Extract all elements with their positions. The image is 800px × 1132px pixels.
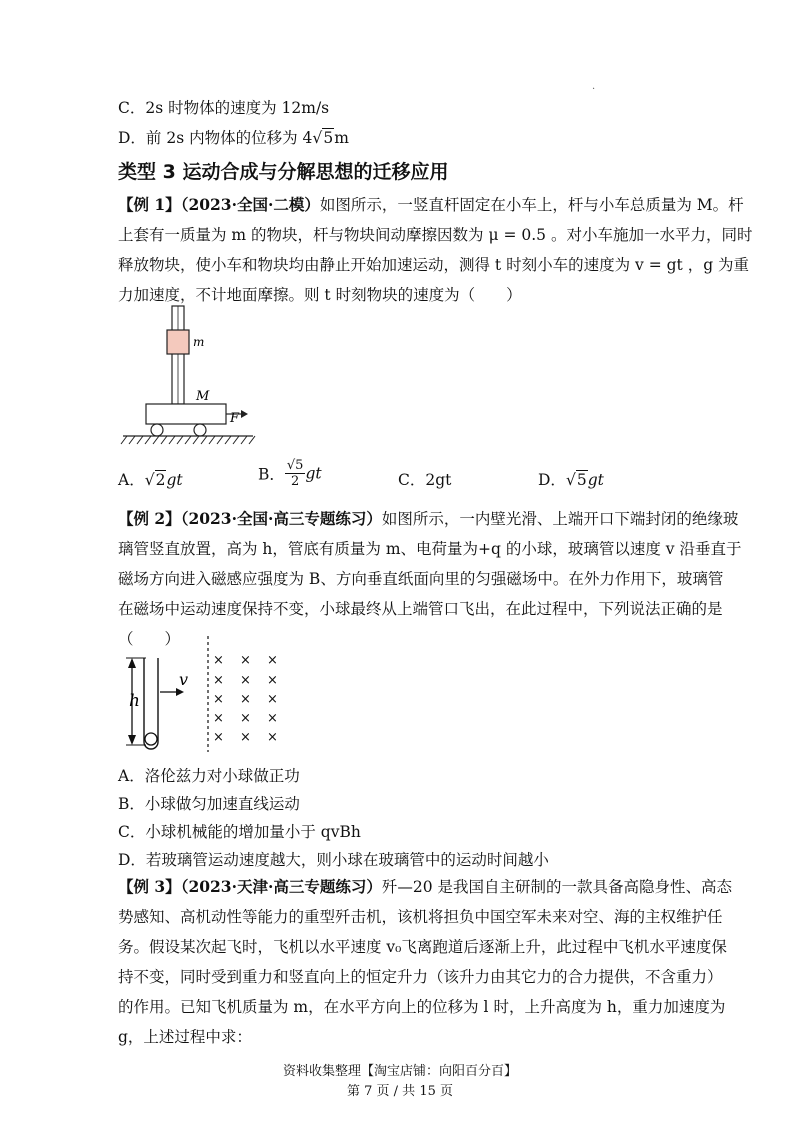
- field-cross: ×: [240, 673, 251, 688]
- example2-tag: 【例 2】: [118, 509, 181, 528]
- cart-pole-figure: [115, 300, 275, 448]
- cart-wheel-left: [151, 424, 163, 436]
- example2-option-b[interactable]: B．小球做匀加速直线运动: [118, 795, 300, 813]
- example2-option-a[interactable]: A．洛伦兹力对小球做正功: [118, 767, 300, 785]
- prev-option-d: [118, 128, 349, 148]
- field-cross: ×: [213, 653, 224, 668]
- prev-option-d-coef: 4: [302, 129, 313, 147]
- example3-source: （2023·天津·高三专题练习）: [180, 877, 382, 896]
- prev-option-c: C．2s 时物体的速度为 12m/s: [118, 99, 330, 117]
- example3-text1: 歼—20 是我国自主研制的一款具备高隐身性、高态: [381, 878, 733, 896]
- field-cross: ×: [240, 730, 251, 745]
- field-cross: ×: [240, 692, 251, 707]
- field-cross: ×: [267, 653, 278, 668]
- footer-page-number: 第 7 页 / 共 15 页: [347, 1084, 453, 1099]
- option-a-radicand: 2: [155, 471, 166, 489]
- option-d-radicand: 5: [576, 471, 587, 489]
- prev-option-d-prefix: D．前 2s 内物体的位移为: [118, 129, 298, 147]
- corner-dot: ·: [592, 84, 596, 95]
- example1-tag: 【例 1】: [118, 195, 181, 214]
- field-cross: ×: [213, 730, 224, 745]
- sqrt-symbol: √: [144, 471, 155, 489]
- field-cross: ×: [267, 730, 278, 745]
- example1-line4: 力加速度，不计地面摩擦。则 t 时刻物块的速度为（ ）: [118, 286, 522, 304]
- option-d-tail: gt: [587, 471, 604, 489]
- example2-line4: 在磁场中运动速度保持不变，小球最终从上端管口飞出，在此过程中，下列说法正确的是: [118, 600, 723, 618]
- field-cross: ×: [267, 692, 278, 707]
- option-a-label: A．: [118, 471, 145, 489]
- cart-body: [146, 404, 226, 424]
- option-b-fraction: [285, 458, 306, 489]
- option-b-numerator: √5: [286, 458, 304, 473]
- option-c-label: C．: [398, 471, 426, 489]
- option-c-text: 2gt: [425, 471, 452, 489]
- example1-line3: 释放物块，使小车和物块均由静止开始加速运动，测得 t 时刻小车的速度为 v = gt ，g 为重: [118, 256, 750, 274]
- example2-line2: 璃管竖直放置，高为 h，管底有质量为 m、电荷量为+q 的小球，玻璃管以速度 v 沿垂直于: [118, 540, 742, 558]
- example1-option-d[interactable]: [538, 468, 604, 490]
- sqrt-symbol: √: [312, 129, 323, 147]
- block-m: [167, 330, 189, 354]
- example2-line1: [118, 504, 739, 534]
- tube-field-figure: [118, 630, 298, 755]
- example1-line1: [118, 190, 744, 220]
- label-F: F: [230, 411, 240, 426]
- example2-text1: 如图所示，一内壁光滑、上端开口下端封闭的绝缘玻: [381, 510, 739, 528]
- cart-wheel-right: [194, 424, 206, 436]
- label-M: M: [196, 389, 210, 404]
- label-h: h: [129, 691, 140, 711]
- prev-option-d-radicand: 5: [323, 129, 334, 147]
- example1-option-a[interactable]: [118, 468, 183, 490]
- example1-text1: 如图所示，一竖直杆固定在小车上，杆与小车总质量为 M。杆: [319, 196, 744, 214]
- example3-line6: g，上述过程中求：: [118, 1028, 252, 1046]
- example2-option-c[interactable]: C．小球机械能的增加量小于 qvBh: [118, 823, 361, 841]
- example2-source: （2023·全国·高三专题练习）: [180, 509, 382, 528]
- option-b-denominator: 2: [291, 474, 300, 489]
- sqrt-symbol: √: [565, 471, 576, 489]
- ball: [145, 733, 157, 745]
- example1-source: （2023·全国·二模）: [180, 195, 320, 214]
- example1-line2: 上套有一质量为 m 的物块，杆与物块间动摩擦因数为 μ = 0.5 。对小车施加一水平力，同时: [118, 226, 753, 244]
- example2-option-d[interactable]: D．若玻璃管运动速度越大，则小球在玻璃管中的运动时间越小: [118, 851, 549, 869]
- label-v: v: [179, 670, 189, 689]
- example3-line2: 势感知、高机动性等能力的重型歼击机，该机将担负中国空军未来对空、海的主权维护任: [118, 908, 723, 926]
- field-cross: ×: [213, 673, 224, 688]
- example1-option-c[interactable]: [398, 468, 451, 490]
- field-cross: ×: [240, 711, 251, 726]
- option-b-tail: gt: [305, 464, 322, 483]
- option-d-label: D．: [538, 471, 566, 489]
- field-cross: ×: [240, 653, 251, 668]
- option-b-label: B．: [258, 465, 285, 484]
- example1-option-b[interactable]: [258, 458, 322, 489]
- example3-line4: 持不变，同时受到重力和竖直向上的恒定升力（该升力由其它力的合力提供，不含重力）: [118, 968, 723, 986]
- example2-line3: 磁场方向进入磁感应强度为 B、方向垂直纸面向里的匀强磁场中。在外力作用下，玻璃管: [118, 570, 724, 588]
- example3-line3: 务。假设某次起飞时，飞机以水平速度 v₀飞离跑道后逐渐上升，此过程中飞机水平速度保: [118, 938, 727, 956]
- section-title: 类型 3 运动合成与分解思想的迁移应用: [118, 161, 449, 183]
- field-cross: ×: [267, 673, 278, 688]
- example2-line5: （ ）: [118, 630, 181, 648]
- example3-line5: 的作用。已知飞机质量为 m，在水平方向上的位移为 l 时，上升高度为 h，重力加速度为: [118, 998, 726, 1016]
- field-cross: ×: [213, 692, 224, 707]
- option-a-tail: gt: [166, 471, 183, 489]
- example3-line1: [118, 872, 733, 902]
- example3-tag: 【例 3】: [118, 877, 181, 896]
- field-cross: ×: [267, 711, 278, 726]
- footer-source: 资料收集整理【淘宝店铺：向阳百分百】: [282, 1064, 517, 1079]
- field-cross: ×: [213, 711, 224, 726]
- prev-option-d-unit: m: [334, 129, 349, 147]
- label-m: m: [193, 335, 205, 349]
